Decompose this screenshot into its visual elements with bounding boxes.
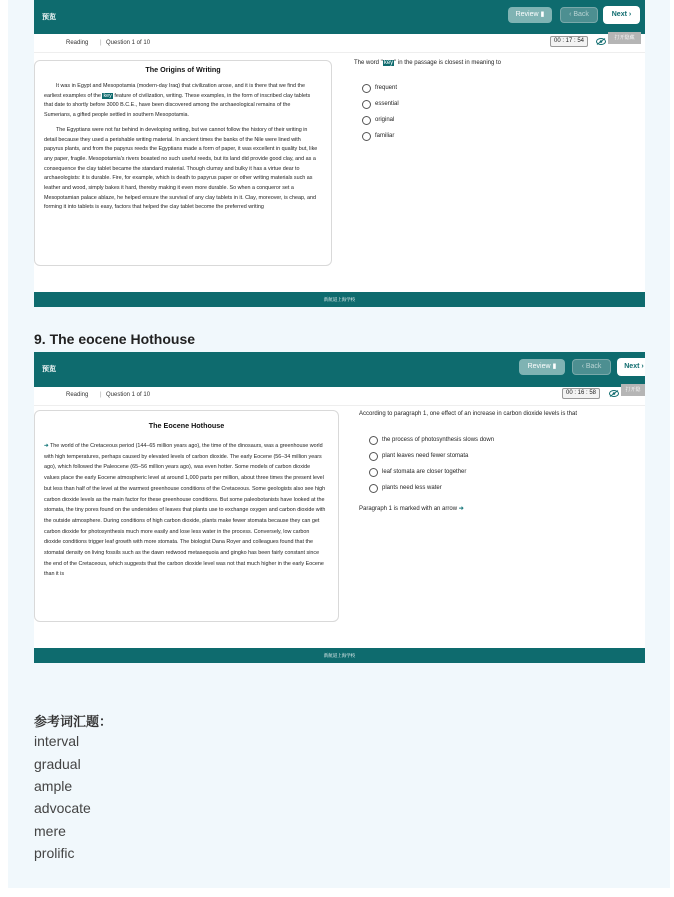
divider: | [100, 392, 102, 398]
arrow-right-icon: ➜ [44, 443, 49, 449]
next-button[interactable] [617, 358, 645, 376]
passage-paragraph-1: It was in Egypt and Mesopotamia (modern-day Iraq) that civilization arose, and it is there that we find the earliest examples of the key feature of civilization, writing. These examples, in the form of inscribed clay tablets that date to shortly before 3000 B.C.E., have been discovered among the archaeological remains of the Sumerians, a gifted people settled in southern Mesopotamia. [44, 83, 311, 119]
radio-button[interactable] [362, 116, 371, 125]
sub-bar [34, 387, 645, 406]
chevron-right-icon: › [641, 363, 644, 370]
topbar-title: 预览 [42, 14, 56, 21]
arrow-note: Paragraph 1 is marked with an arrow ➜ [359, 506, 464, 512]
question-text: The word "key" in the passage is closest in meaning to [354, 60, 502, 66]
eye-icon[interactable] [596, 38, 606, 45]
passage-panel [34, 410, 339, 622]
vocab-item: mere [34, 823, 66, 839]
vocab-title: 参考词汇题： [34, 714, 113, 729]
bookmark-icon: ▮ [552, 363, 557, 370]
vocab-item: ample [34, 778, 73, 794]
divider: | [100, 40, 102, 46]
screenshot-1: 预览 Review ▮ ‹ Back Next › Reading | Question 1 of 10 00 : 17 : 54 打开隐藏 The Origins of Writing It was in Egypt and Mesopotamia (modern-day Iraq) that civilization arose, and it is there that we find the earliest examples of the key feature of civilization, writing. These examples, in the form of inscribed clay tablets that date to shortly before 3000 B.C.E., have been discovered among the archaeological remains of the Sumerians, a gifted people settled in southern Mesopotamia. The Egyptians were not far behind in developing writing, but we cannot follow the history of their writing in detail because they used a perishable writing material. In ancient times the banks of the Nile were lined with papyrus plants, and from the papyrus reeds the Egyptians made a form of paper, it was excellent in quality but, like any paper, fragile. Mesopotamia's rivers boasted no such useful reeds, but its land did provide good clay, and as a consequence the clay tablet became the standard material. Though clumsy and bulky it has a virtue dear to archaeologists: it is durable. Fire, for example, which is death to papyrus paper or other writing materials such as leather and wood, simply bakes it hard, thereby making it even more durable. So when a conqueror set a Mesopotamian palace ablaze, he helped ensure the survival of any clay tablets in it. Clay, moreover, is cheap, and forming it into tablets is easy, factors that helped the clay tablet become the preferred writing The word "key" in the passage is closest in meaning to frequent essential original familiar 新航道上海学校 [34, 0, 645, 307]
review-label: Review [515, 11, 539, 18]
section-label: Reading [66, 40, 89, 46]
back-button[interactable] [560, 7, 598, 23]
question-highlighted-word: key [383, 60, 394, 66]
screenshot-2: 预览 Review ▮ ‹ Back Next › Reading | Question 1 of 10 00 : 16 : 58 打开隐 The Eocene Hothouse ➜ The world of the Cretaceous period (144–65 million years ago), the time of the dinosaurs, was a greenhouse world with high temperatures, perhaps caused by elevated levels of carbon dioxide. The early Eocene (56–34 million years ago), which followed the Paleocene (65–56 million years ago), was even hotter. Some models of carbon dioxide values place the early Eocene atmospheric level at around 1,000 parts per million, about three times the present level but less than half of the level at the warmest greenhouse conditions of the Cretaceous. Some geologists also see high carbon dioxide levels as the main factor for these greenhouse conditions. But some paleobotanists have looked at the stomata, the tiny pores found on the undersides of leaves that plants use to exchange oxygen and carbon dioxide with the outside atmosphere. During conditions of high carbon dioxide, plants make fewer stomata because they can get carbon dioxide for photosynthesis much more easily and lose less water in the process. Conversely, low carbon dioxide conditions trigger leaf growth with more stomata. The biologist Dana Royer and colleagues found that the stomatal density on living fossils such as the dawn redwood metasequoia and gingko has been fairly constant since the end of the Cretaceous, which suggests that the carbon dioxide level was not that much higher in the early Eocene than it is According to paragraph 1, one effect of an increase in carbon dioxide levels is that the process of photosynthesis slows down plant leaves need fewer stomata leaf stomata are closer together plants need less water Paragraph 1 is marked with an arrow ➜ 新航道上海学校 [34, 352, 645, 663]
next-button[interactable] [603, 6, 640, 24]
passage-title: The Origins of Writing [145, 65, 221, 74]
bookmark-icon: ▮ [540, 11, 545, 18]
next-label: Next [624, 363, 640, 370]
highlighted-word: key [103, 92, 112, 99]
section-label: Reading [66, 392, 89, 398]
passage-paragraph-1: The world of the Cretaceous period (144–65 million years ago), the time of the dinosaurs, was a greenhouse world with high temperatures, perhaps caused by elevated levels of carbon dioxide. The early Eocene (56–34 million years ago), which followed the Paleocene (65–56 million years ago), was even hotter. Some models of carbon dioxide values place the early Eocene atmospheric level at around 1,000 parts per million, about three times the present level but less than half of the level at the warmest greenhouse conditions of the Cretaceous. Some geologists also see high carbon dioxide levels as the main factor for these greenhouse conditions. But some paleobotanists have looked at the stomata, the tiny pores found on the undersides of leaves that plants use to exchange oxygen and carbon dioxide with the outside atmosphere. During conditions of high carbon dioxide, plants make fewer stomata because they can get carbon dioxide for photosynthesis much more easily and lose less water in the process. Conversely, low carbon dioxide conditions trigger leaf growth with more stomata. The biologist Dana Royer and colleagues found that the stomatal density on living fossils such as the dawn redwood metasequoia and gingko has been fairly constant since the end of the Cretaceous, which suggests that the carbon dioxide level was not that much higher in the early Eocene than it is [44, 443, 326, 578]
arrow-right-icon: ➜ [458, 506, 464, 512]
radio-button[interactable] [369, 484, 378, 493]
radio-button[interactable] [362, 84, 371, 93]
passage-paragraph-2: The Egyptians were not far behind in developing writing, but we cannot follow the history of their writing in detail because they used a perishable writing material. In ancient times the banks of the Nile were lined with papyrus plants, and from the papyrus reeds the Egyptians made a form of paper, it was excellent in quality but, like any paper, fragile. Mesopotamia's rivers boasted no such useful reeds, but its land did provide good clay, and as a consequence the clay tablet became the standard material. Though clumsy and bulky it has a virtue dear to archaeologists: it is durable. Fire, for example, which is death to papyrus paper or other writing materials such as leather and wood, simply bakes it hard, thereby making it even more durable. So when a conqueror set a Mesopotamian palace ablaze, he helped ensure the survival of any clay tablets in it. Clay, moreover, is cheap, and forming it into tablets is easy, factors that helped the clay tablet become the preferred writing [44, 126, 318, 211]
next-label: Next [611, 11, 627, 18]
vocab-item: gradual [34, 756, 81, 772]
footer-bar: 新航道上海学校 [34, 292, 645, 307]
radio-button[interactable] [369, 452, 378, 461]
passage-panel [34, 60, 332, 266]
back-label: Back [585, 363, 602, 370]
topbar-title: 预览 [42, 366, 56, 373]
back-label: Back [573, 11, 589, 18]
timer: 00 : 17 : 54 [550, 36, 588, 47]
passage-title: The Eocene Hothouse [148, 421, 225, 430]
vocab-item: prolific [34, 845, 75, 861]
hide-timer-button[interactable]: 打开隐藏 [608, 32, 641, 44]
radio-button[interactable] [369, 468, 378, 477]
hide-timer-button[interactable]: 打开隐 [621, 384, 645, 396]
question-text: According to paragraph 1, one effect of an increase in carbon dioxide levels is that [359, 411, 578, 417]
back-button[interactable] [572, 359, 611, 375]
question-counter: Question 1 of 10 [106, 40, 151, 46]
top-bar [34, 352, 645, 387]
radio-button[interactable] [362, 132, 371, 141]
vocab-item: advocate [34, 800, 91, 816]
radio-button[interactable] [369, 436, 378, 445]
chevron-left-icon: ‹ [581, 363, 584, 370]
passage-text [44, 441, 327, 580]
eye-icon[interactable] [609, 390, 619, 397]
section-heading: 9. The eocene Hothouse [34, 331, 196, 347]
vocab-item: interval [34, 733, 80, 749]
footer-bar: 新航道上海学校 [34, 648, 645, 663]
passage-text [44, 82, 319, 218]
sub-bar [34, 34, 645, 53]
radio-button[interactable] [362, 100, 371, 109]
review-button[interactable] [508, 7, 552, 23]
question-counter: Question 1 of 10 [106, 392, 151, 398]
chevron-right-icon: › [628, 11, 632, 18]
review-label: Review [527, 363, 551, 370]
top-bar [34, 0, 645, 34]
timer: 00 : 16 : 58 [562, 388, 600, 399]
chevron-left-icon: ‹ [569, 11, 572, 18]
review-button[interactable] [519, 359, 565, 375]
